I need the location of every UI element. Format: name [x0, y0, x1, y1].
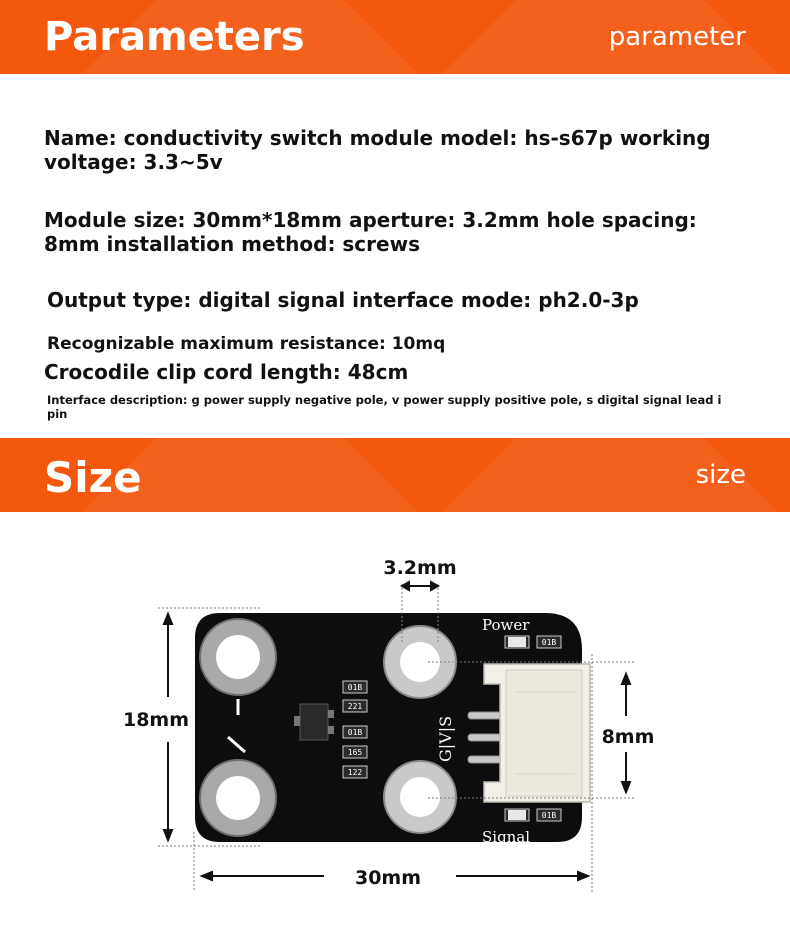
part-label: 01B [347, 728, 363, 737]
part-label: 01B [541, 811, 557, 820]
module-dimension-diagram [0, 512, 790, 948]
section-subtitle: parameter [608, 22, 746, 52]
param-name-model-voltage: Name: conductivity switch module model: hs-s67p working voltage: 3.3~5v [44, 126, 711, 174]
power-label: Power [482, 616, 530, 634]
aperture-dimension-label: 3.2mm [383, 557, 457, 579]
mounting-hole-top-left [200, 619, 276, 695]
size-title: Size [44, 453, 142, 502]
param-output-type: Output type: digital signal interface mode: ph2.0-3p [47, 288, 639, 312]
width-dimension-label: 30mm [354, 867, 422, 889]
transistor [300, 704, 328, 740]
param-module-size: Module size: 30mm*18mm aperture: 3.2mm hole spacing: 8mm installation method: screws [44, 208, 697, 256]
signal-label: Signal [482, 828, 531, 846]
signal-led [508, 810, 526, 820]
param-interface-description: Interface description: g power supply negative pole, v power supply positive pole, s digital signal lead i pin [47, 393, 722, 421]
power-led [508, 637, 526, 647]
param-max-resistance: Recognizable maximum resistance: 10mq [47, 334, 446, 354]
param-cord-length: Crocodile clip cord length: 48cm [44, 360, 409, 384]
part-label: 221 [347, 702, 363, 711]
height-dimension-label: 18mm [122, 709, 190, 731]
size-subtitle: size [695, 460, 746, 490]
part-label: 122 [347, 768, 363, 777]
ph2-connector [484, 664, 590, 802]
part-label: 165 [347, 748, 363, 757]
hole-spacing-dimension-label: 8mm [601, 726, 655, 748]
part-label: 01B [541, 638, 557, 647]
probe-hole-bottom [384, 761, 456, 833]
mounting-hole-bottom-left [200, 760, 276, 836]
pin-label: G|V|S [436, 715, 455, 762]
parameters-banner [0, 0, 790, 74]
part-label: 01B [347, 683, 363, 692]
section-title: Parameters [44, 14, 305, 60]
